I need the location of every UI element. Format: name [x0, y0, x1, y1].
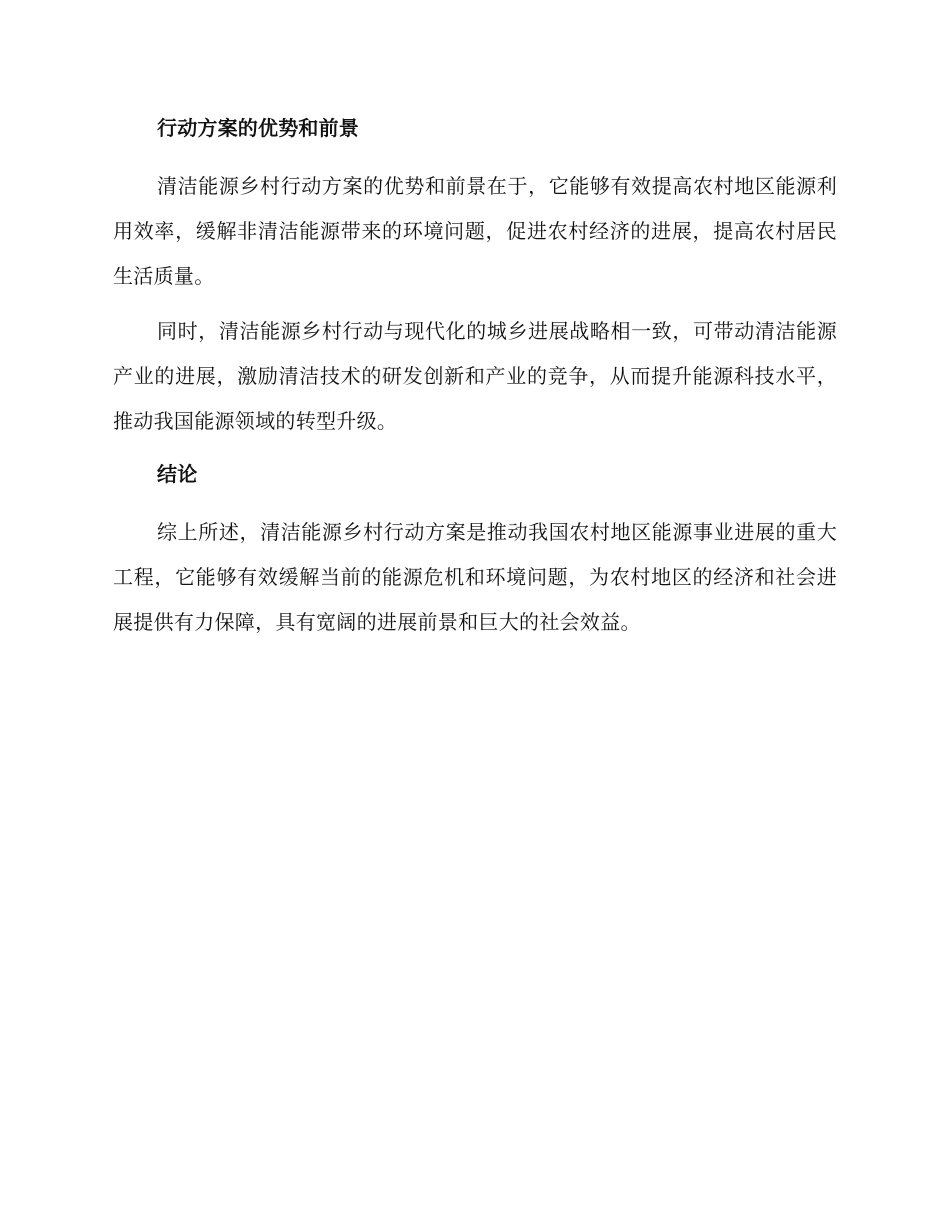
paragraph-strategy: 同时，清洁能源乡村行动与现代化的城乡进展战略相一致，可带动清洁能源产业的进展，激励清洁技术的研发创新和产业的竞争，从而提升能源科技水平，推动我国能源领域的转型升级。: [113, 319, 837, 433]
section-heading-advantages: 行动方案的优势和前景: [157, 116, 359, 140]
paragraph-conclusion: 综上所述，清洁能源乡村行动方案是推动我国农村地区能源事业进展的重大工程，它能够有效缓解当前的能源危机和环境问题，为农村地区的经济和社会进展提供有力保障，具有宽阔的进展前景和巨大的社会效益。: [113, 520, 837, 634]
document-body: [113, 112, 837, 645]
paragraph-advantages: 清洁能源乡村行动方案的优势和前景在于，它能够有效提高农村地区能源利用效率，缓解非清洁能源带来的环境问题，促进农村经济的进展，提高农村居民生活质量。: [113, 174, 837, 288]
section-heading-conclusion: 结论: [157, 462, 198, 486]
